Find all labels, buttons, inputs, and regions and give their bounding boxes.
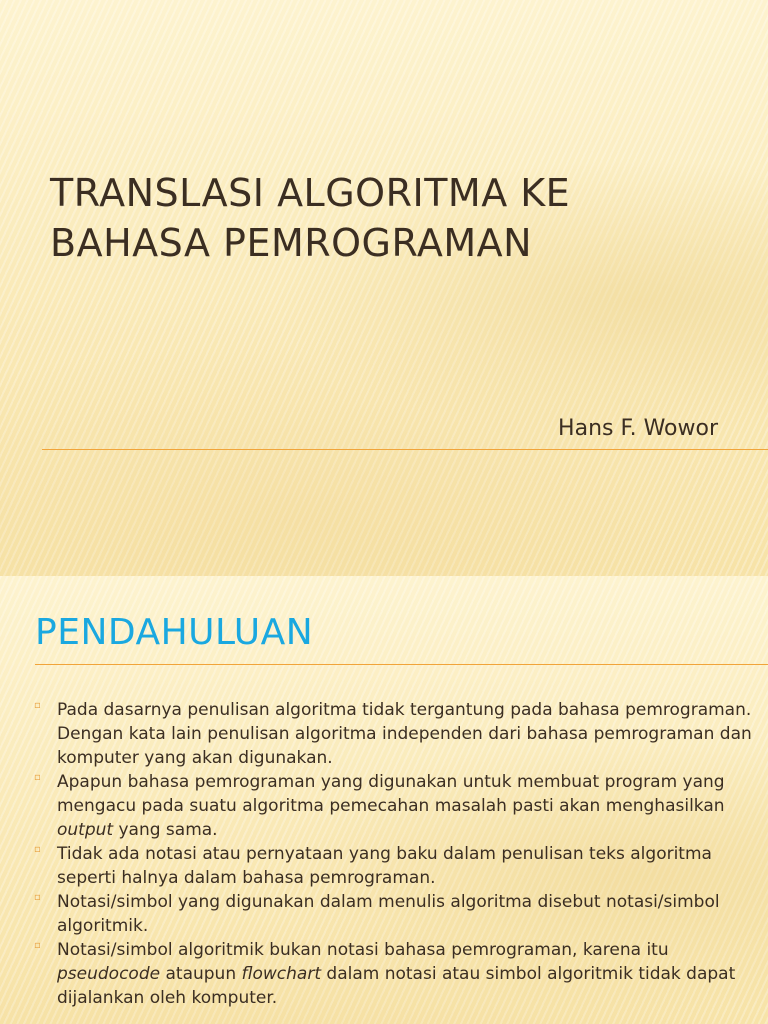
square-bullet-icon: ▫ <box>34 940 41 951</box>
slide-heading: PENDAHULUAN <box>35 612 314 653</box>
bullet-list <box>34 698 764 1010</box>
bullet-item <box>34 938 764 1010</box>
bullet-text: ataupun <box>160 964 242 984</box>
heading-divider-line <box>35 664 768 665</box>
content-slide <box>0 576 768 1024</box>
title-line-1: TRANSLASI ALGORITMA KE <box>50 171 571 215</box>
bullet-text: Tidak ada notasi atau pernyataan yang baku dalam penulisan teks algoritma seperti halnya dalam bahasa pemrograman. <box>57 844 712 888</box>
divider-line <box>42 449 768 450</box>
bullet-text: Pada dasarnya penulisan algoritma tidak tergantung pada bahasa pemrograman. Dengan kata lain penulisan algoritma independen dari bahasa pemrograman dan komputer yang akan digunakan. <box>57 700 752 768</box>
bullet-item <box>34 842 764 890</box>
title-line-2: BAHASA PEMROGRAMAN <box>50 221 533 265</box>
bullet-emphasis: output <box>57 820 114 840</box>
bullet-text: dalam notasi atau simbol algoritmik tidak dapat dijalankan oleh komputer. <box>57 964 736 1008</box>
square-bullet-icon: ▫ <box>34 844 41 855</box>
bullet-text: Notasi/simbol yang digunakan dalam menulis algoritma disebut notasi/simbol algoritmik. <box>57 892 720 936</box>
author-name: Hans F. Wowor <box>558 416 718 441</box>
bullet-text: yang sama. <box>113 820 218 840</box>
bullet-text: Notasi/simbol algoritmik bukan notasi bahasa pemrograman, karena itu <box>57 940 669 960</box>
square-bullet-icon: ▫ <box>34 700 41 711</box>
bullet-item <box>34 770 764 842</box>
bullet-item <box>34 890 764 938</box>
square-bullet-icon: ▫ <box>34 772 41 783</box>
bullet-emphasis: flowchart <box>241 964 321 984</box>
bullet-emphasis: pseudocode <box>57 964 161 984</box>
bullet-text: Apapun bahasa pemrograman yang digunakan untuk membuat program yang mengacu pada suatu algoritma pemecahan masalah pasti akan menghasilkan <box>57 772 725 816</box>
square-bullet-icon: ▫ <box>34 892 41 903</box>
slide-title <box>50 168 730 268</box>
bullet-item <box>34 698 764 770</box>
